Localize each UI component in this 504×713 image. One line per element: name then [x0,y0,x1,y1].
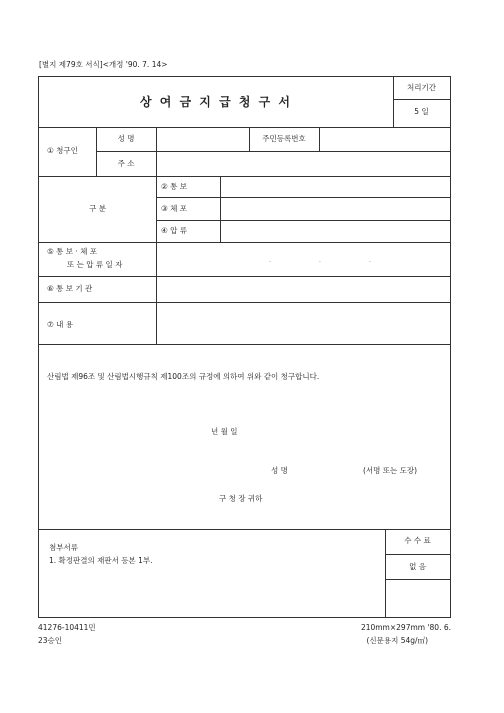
seizure-field[interactable] [221,221,450,242]
form-title: 상 여 금 지 급 청 구 서 [140,95,292,109]
category-option-notice: ② 통 보 [161,182,187,191]
attachments-item: 1. 확정판결의 재판서 등본 1부. [49,556,153,565]
date-field[interactable] [157,243,450,275]
footer-approval-number: 41276-10411민 [38,623,96,632]
footer-paper-type: (신문용지 54g/㎡) [366,636,428,645]
footer-approval-label: 23승인 [38,636,63,645]
agency-label: ⑥ 통 보 기 관 [47,284,93,293]
processing-period-label: 처리기간 [407,83,436,92]
processing-period-value: 5 일 [414,107,429,116]
category-divider [156,176,157,242]
date-dot-year: . [269,257,271,264]
fee-value: 없 음 [409,562,426,571]
category-option-arrest: ③ 체 포 [161,204,187,213]
footer-paper-size: 210mm×297mm '80. 6. [360,623,451,632]
name-field[interactable] [157,128,249,150]
category-label: 구 분 [89,204,106,213]
category-option-seizure: ④ 압 류 [161,226,187,235]
resident-number-field[interactable] [320,128,450,150]
date-line: 년 월 일 [211,427,238,436]
date-label-line2: 또 는 압 류 일 자 [67,260,123,269]
resident-number-label: 주민등록번호 [262,134,306,143]
fee-row-divider [385,554,450,555]
notice-field[interactable] [221,177,450,197]
arrest-field[interactable] [221,198,450,220]
statement-text: 산림법 제96조 및 산림법시행규칙 제100조의 규정에 의하여 위와 같이 청구합니다. [47,372,320,381]
name-label: 성 명 [117,134,135,143]
processing-period-divider [393,99,450,100]
fee-bottom-divider [385,579,450,580]
signature-field[interactable] [317,463,362,477]
form-reference: [별지 제79호 서식]<개정 '90. 7. 14> [39,60,168,69]
claim-form [38,76,451,618]
fee-label: 수 수 료 [404,536,431,545]
row-divider [39,529,450,530]
address-field[interactable] [157,152,450,175]
signature-label: 성 명 [271,466,288,475]
applicant-label: ① 청구인 [47,146,78,155]
attachments-title: 첨부서류 [49,543,78,552]
agency-field[interactable] [157,277,450,301]
date-label-line1: ⑤ 통 보 · 체 포 [47,247,98,256]
row-divider [39,344,450,345]
address-label: 주 소 [117,159,135,168]
content-field[interactable] [157,303,450,343]
date-dot-day: . [369,257,371,264]
recipient: 구 청 장 귀하 [219,494,263,503]
date-dot-month: . [319,257,321,264]
content-label: ⑦ 내 용 [47,320,73,329]
signature-note: (서명 또는 도장) [363,466,418,475]
